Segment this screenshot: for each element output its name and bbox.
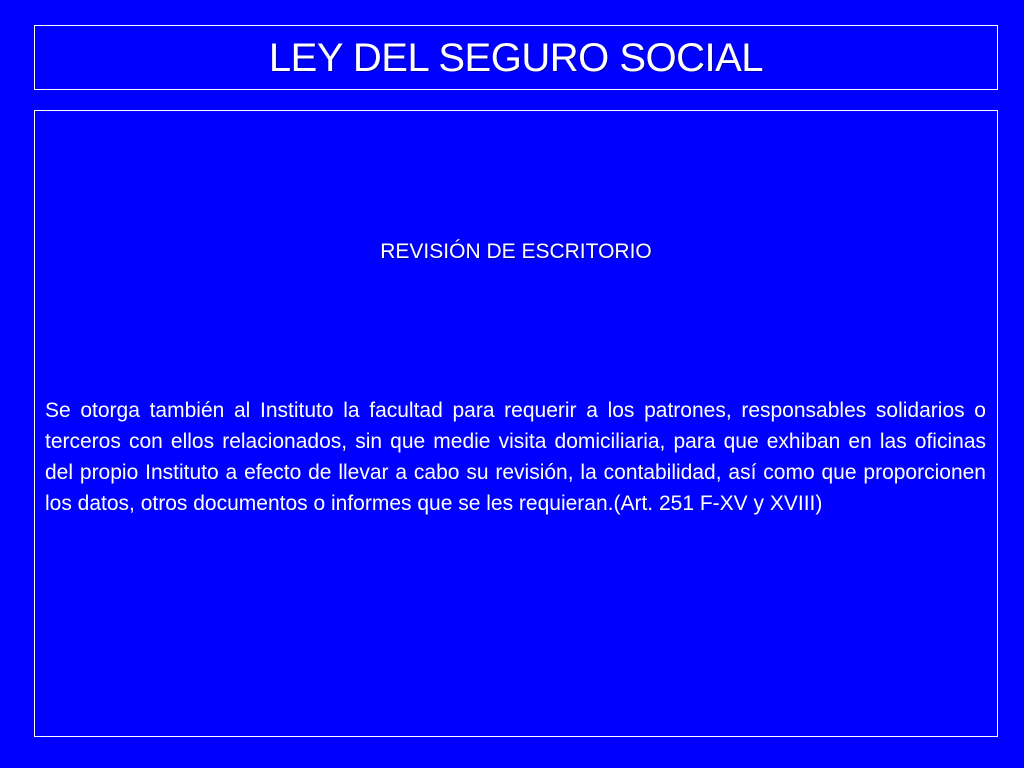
slide-title: LEY DEL SEGURO SOCIAL xyxy=(268,35,764,80)
body-paragraph: Se otorga también al Instituto la facultad para requerir a los patrones, responsables solidarios o terceros con ellos relacionados, sin que medie visita domiciliaria, para que exhiban en las oficinas del propio Instituto a efecto de llevar a cabo su revisión, la contabilidad, así como que proporcionen los datos, otros documentos o informes que se les requieran.(Art. 251 F-XV y XVIII) xyxy=(45,399,986,515)
content-box xyxy=(34,110,998,737)
section-heading: REVISIÓN DE ESCRITORIO xyxy=(380,240,652,263)
title-box xyxy=(34,25,998,90)
